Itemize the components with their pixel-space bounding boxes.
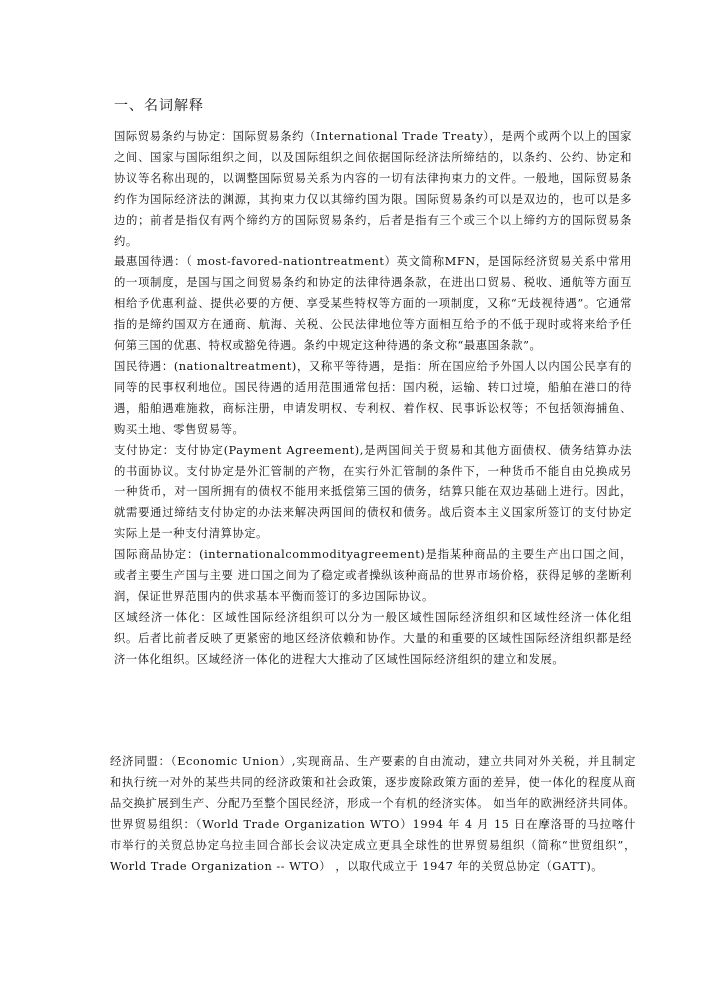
paragraph-commodity-agreement: 国际商品协定：(internationalcommodityagreement)是指某种商品的主要生产出口国之间，或者主要生产国与主要 进口国之间为了稳定或者操纵该种商品的世界市场价格，获得足够的垄断利润，保证世界范围内的供求基本平衡而签订的多边国际协议。 (114, 548, 632, 603)
paragraph-regional-integration: 区域经济一体化：区域性国际经济组织可以分为一般区域性国际经济组织和区域性经济一体化组织。后者比前者反映了更紧密的地区经济依赖和协作。大量的和重要的区域性国际经济组织都是经济一体化组织。区域经济一体化的进程大大推动了区域性国际经济组织的建立和发展。 (114, 610, 632, 666)
paragraph-mfn: 最惠国待遇：（ most-favored-nationtreatment）英文简称MFN，是国际经济贸易关系中常用的一项制度，是国与国之间贸易条约和协定的法律待遇条款，在进出口贸易、税收、通航等方面互相给予优惠利益、提供必要的方便、享受某些特权等方面的一项制度，又称“无歧视待遇”。它通常指的是缔约国双方在通商、航海、关税、公民法律地位等方面相互给予的不低于现时或将来给予任何第三国的优惠、特权或豁免待遇。条约中规定这种待遇的条文称“最惠国条款”。 (114, 255, 632, 353)
definitions-block-2 (110, 752, 636, 877)
paragraph-wto: 世界贸易组织：（World Trade Organization WTO）1994 年 4 月 15 日在摩洛哥的马拉喀什市举行的关贸总协定乌拉圭回合部长会议决定成立更具全球性的世界贸易组织（简称“世贸组织”，World Trade Organization -- WTO） ，以取代成立于 1947 年的关贸总协定（GATT)。 (110, 817, 636, 873)
definitions-block-1 (114, 127, 632, 671)
section-heading: 一、名词解释 (114, 98, 204, 114)
paragraph-national-treatment: 国民待遇：(nationaltreatment)，又称平等待遇，是指：所在国应给予外国人以内国公民享有的同等的民事权利地位。国民待遇的适用范围通常包括：国内税，运输、转口过境，船舶在港口的待遇，船舶遇难施救，商标注册，申请发明权、专利权、着作权、民事诉讼权等；不包括领海捕鱼、购买土地、零售贸易等。 (114, 359, 632, 436)
paragraph-trade-treaty: 国际贸易条约与协定：国际贸易条约（International Trade Treaty），是两个或两个以上的国家之间、国家与国际组织之间，以及国际组织之间依据国际经济法所缔结的，以条约、公约、协定和协议等名称出现的，以调整国际贸易关系为内容的一切有法律拘束力的文件。一般地，国际贸易条约作为国际经济法的渊源，其拘束力仅以其缔约国为限。国际贸易条约可以是双边的，也可以是多边的；前者是指仅有两个缔约方的国际贸易条约，后者是指有三个或三个以上缔约方的国际贸易条约。 (114, 130, 632, 248)
paragraph-payment-agreement: 支付协定：支付协定(Payment Agreement),是两国间关于贸易和其他方面债权、债务结算办法的书面协议。支付协定是外汇管制的产物，在实行外汇管制的条件下，一种货币不能自由兑换成另一种货币，对一国所拥有的债权不能用来抵偿第三国的债务，结算只能在双边基础上进行。因此，就需要通过缔结支付协定的办法来解决两国间的债权和债务。战后资本主义国家所签订的支付协定实际上是一种支付清算协定。 (114, 443, 632, 541)
paragraph-economic-union: 经济同盟：（Economic Union）,实现商品、生产要素的自由流动，建立共同对外关税，并且制定和执行统一对外的某些共同的经济政策和社会政策，逐步废除政策方面的差异，使一体化的程度从商品交换扩展到生产、分配乃至整个国民经济，形成一个有机的经济实体。 如当年的欧洲经济共同体。 (110, 755, 636, 810)
